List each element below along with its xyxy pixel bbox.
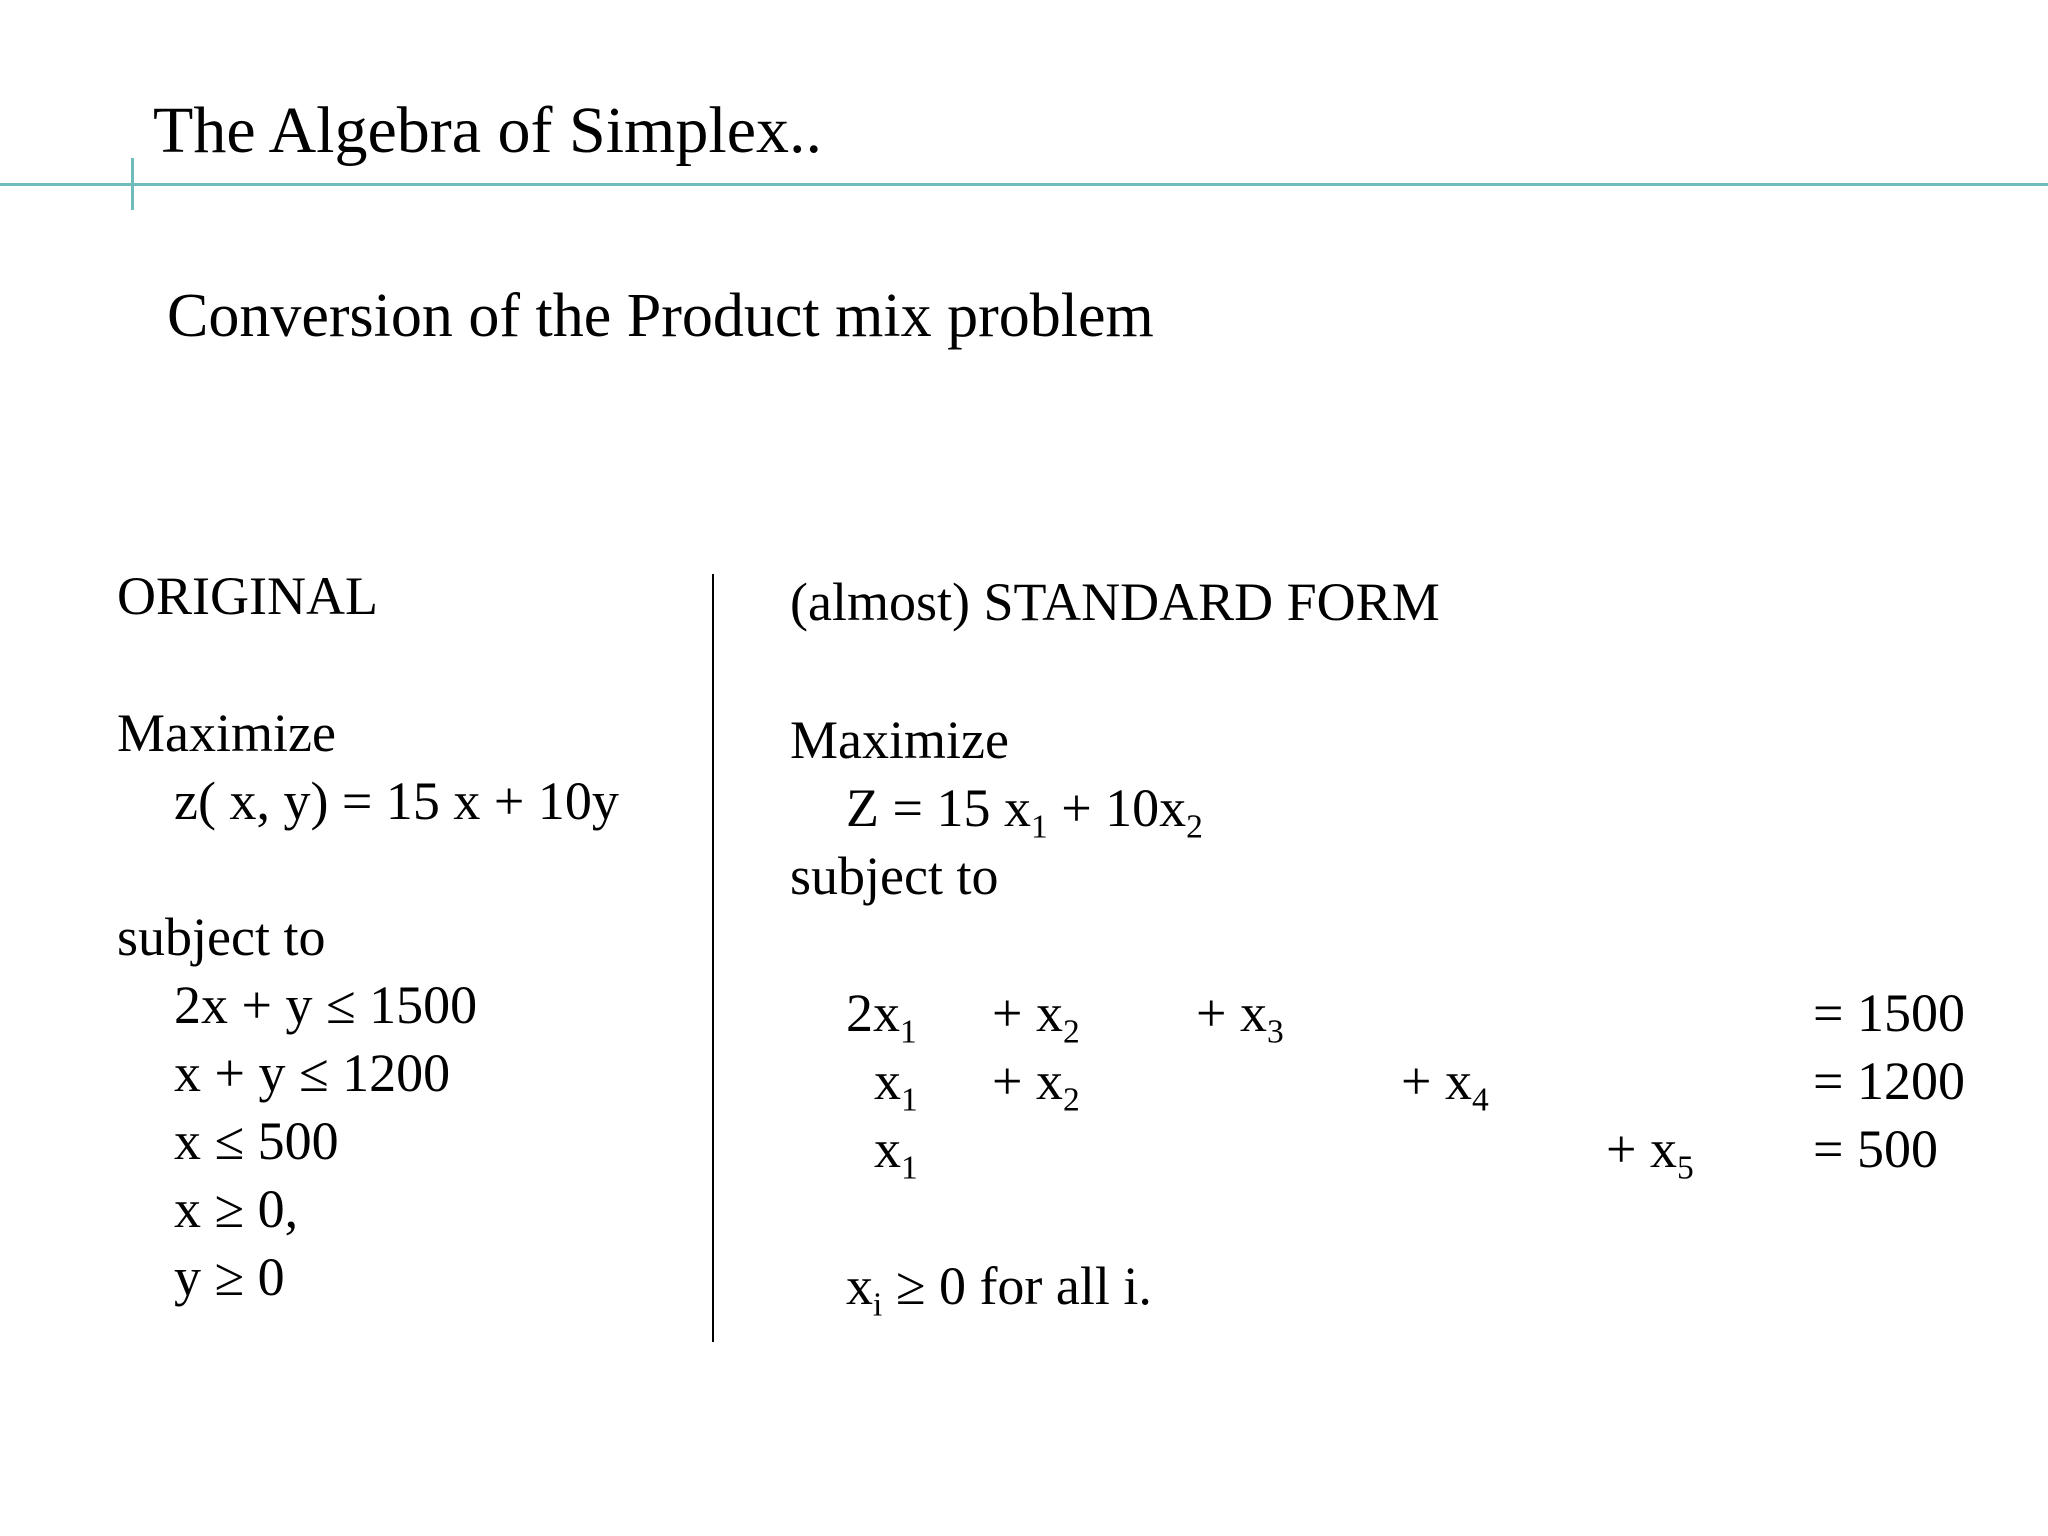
standard-term: + $x_4$ bbox=[1401, 1051, 1489, 1119]
original-maximize-label: Maximize bbox=[117, 703, 336, 763]
standard-subject-to: subject to bbox=[790, 846, 999, 906]
original-subject-to: subject to bbox=[117, 907, 326, 967]
original-heading: ORIGINAL bbox=[117, 566, 378, 626]
standard-term: + $x_3$ bbox=[1196, 983, 1284, 1051]
slide-title: The Algebra of Simplex.. bbox=[153, 94, 823, 167]
standard-heading: (almost) STANDARD FORM bbox=[790, 572, 1440, 632]
original-objective: z( x, y) = 15 x + 10y bbox=[174, 771, 619, 831]
standard-term: $2x_1$ bbox=[846, 983, 917, 1051]
standard-rhs: = 1200 bbox=[1813, 1051, 1965, 1111]
standard-term: $x_1$ bbox=[874, 1119, 918, 1187]
original-constraint: y ≥ 0 bbox=[174, 1247, 285, 1307]
standard-objective: Z = 15 $x_1 + 10x_2$ bbox=[846, 778, 1203, 846]
standard-nonnegativity: $x_i \ge 0$ for all i. bbox=[846, 1256, 1152, 1324]
original-constraint: x ≤ 500 bbox=[174, 1111, 339, 1171]
standard-rhs: = 500 bbox=[1813, 1119, 1938, 1179]
standard-term: + $x_2$ bbox=[992, 1051, 1080, 1119]
original-constraint: x ≥ 0, bbox=[174, 1179, 299, 1239]
standard-term: + $x_5$ bbox=[1606, 1119, 1694, 1187]
slide-subtitle: Conversion of the Product mix problem bbox=[167, 282, 1154, 350]
standard-maximize-label: Maximize bbox=[790, 710, 1009, 770]
standard-rhs: = 1500 bbox=[1813, 983, 1965, 1043]
column-divider bbox=[712, 574, 714, 1342]
original-constraint: x + y ≤ 1200 bbox=[174, 1043, 451, 1103]
title-tick-mark bbox=[131, 158, 134, 210]
standard-term: $x_1$ bbox=[874, 1051, 918, 1119]
original-constraint: 2x + y ≤ 1500 bbox=[174, 975, 478, 1035]
standard-term: + $x_2$ bbox=[992, 983, 1080, 1051]
title-rule bbox=[0, 183, 2048, 186]
